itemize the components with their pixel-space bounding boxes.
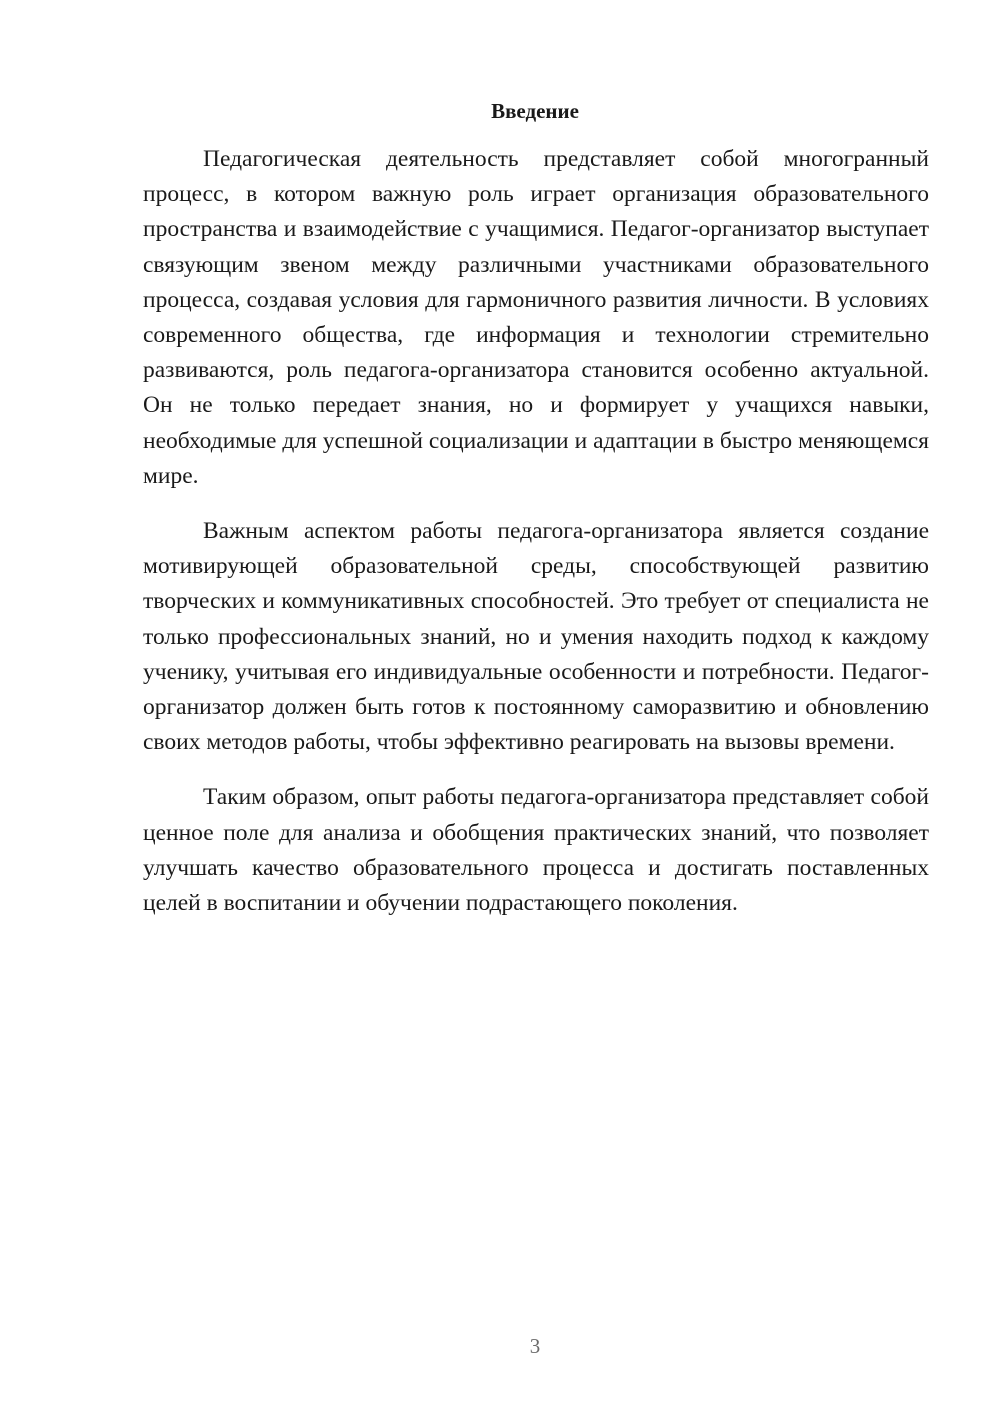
page-number: 3 bbox=[529, 1334, 541, 1358]
paragraph-2: Важным аспектом работы педагога-организатора является создание мотивирующей образовательной среды, способствующей развитию творческих и коммуникативных способностей. Это требует от специалиста не только профессиональных знаний, но и умения находить подход к каждому ученику, учитывая его индивидуальные особенности и потребности. Педагог-организатор должен быть готов к постоянному саморазвитию и обновлению своих методов работы, чтобы эффективно реагировать на вызовы времени. bbox=[143, 518, 929, 756]
section-heading: Введение bbox=[491, 99, 579, 123]
paragraph-1: Педагогическая деятельность представляет собой многогранный процесс, в котором важную роль играет организация образовательного пространства и взаимодействие с учащимися. Педагог-организатор выступает связующим звеном между различными участниками образовательного процесса, создавая условия для гармоничного развития личности. В условиях современного общества, где информация и технологии стремительно развиваются, роль педагога-организатора становится особенно актуальной. Он не только передает знания, но и формирует у учащихся навыки, необходимые для успешной социализации и адаптации в быстро меняющемся мире. bbox=[143, 146, 929, 489]
document-body bbox=[143, 142, 929, 941]
paragraph-3: Таким образом, опыт работы педагога-организатора представляет собой ценное поле для анализа и обобщения практических знаний, что позволяет улучшать качество образовательного процесса и достигать поставленных целей в воспитании и обучении подрастающего поколения. bbox=[143, 784, 929, 917]
